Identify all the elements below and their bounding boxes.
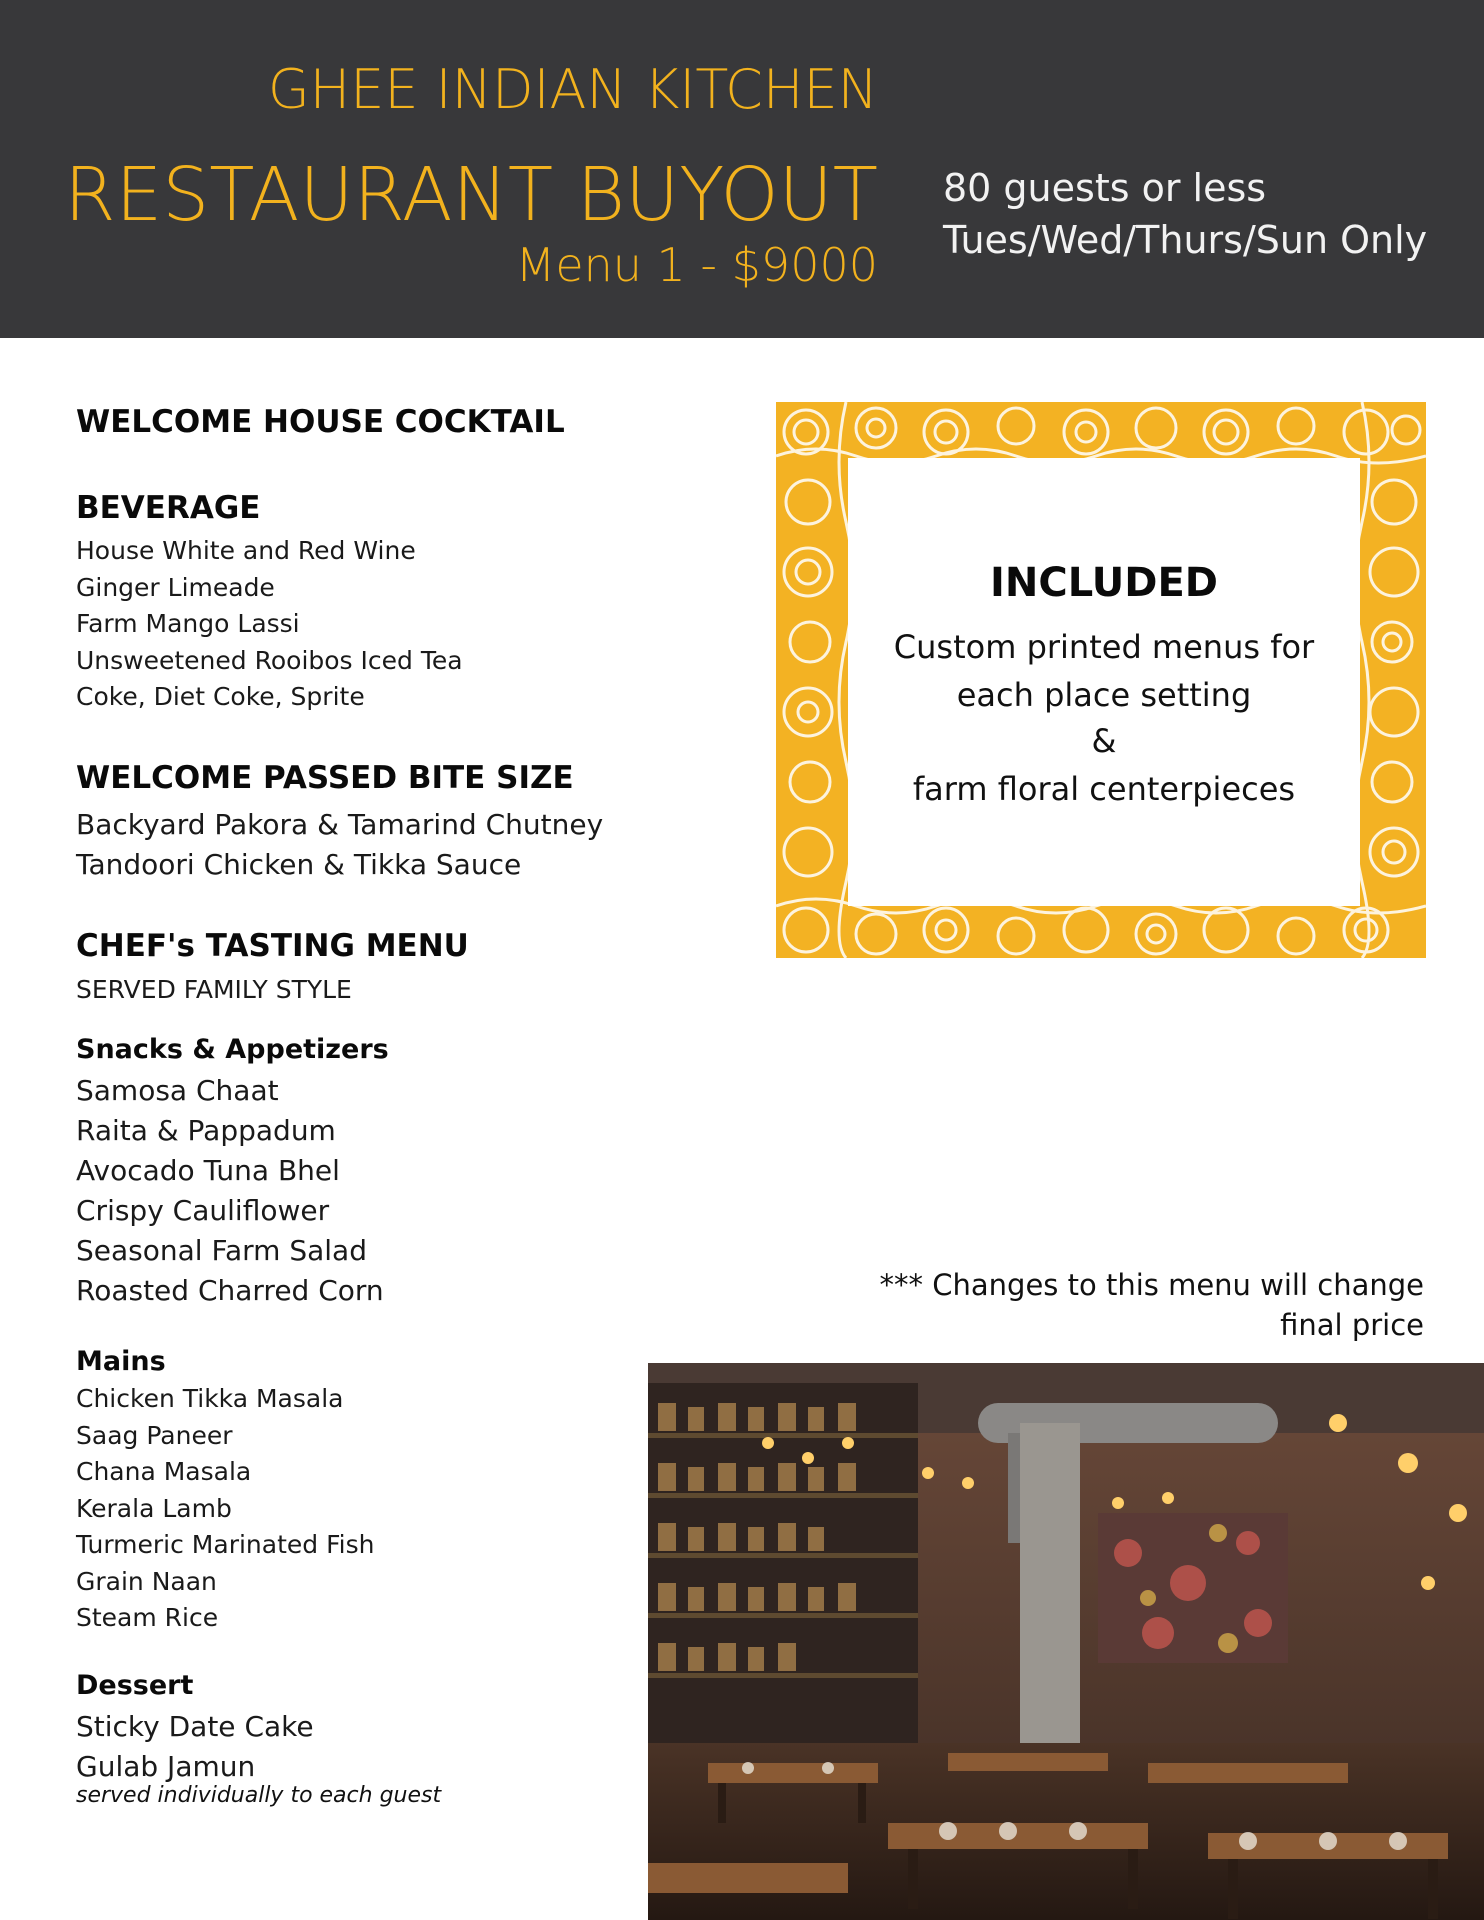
list-item: Farm Mango Lassi <box>76 609 300 638</box>
tasting-menu-subheading: SERVED FAMILY STYLE <box>76 975 352 1004</box>
price-change-notice-cont: final price <box>1280 1308 1424 1342</box>
dessert-note: served individually to each guest <box>76 1783 442 1808</box>
list-item: Coke, Diet Coke, Sprite <box>76 682 365 711</box>
available-days: Tues/Wed/Thurs/Sun Only <box>943 218 1428 262</box>
list-item: Steam Rice <box>76 1603 219 1632</box>
guest-limit: 80 guests or less <box>943 166 1267 210</box>
passed-bites-heading: WELCOME PASSED BITE SIZE <box>76 760 574 796</box>
header-banner <box>0 0 1484 338</box>
page-title: RESTAURANT BUYOUT <box>64 152 878 238</box>
beverage-heading: BEVERAGE <box>76 490 261 526</box>
list-item: Ginger Limeade <box>76 573 275 602</box>
list-item: Crispy Cauliflower <box>76 1194 330 1227</box>
menu-price: Menu 1 - $9000 <box>515 238 878 292</box>
dessert-heading: Dessert <box>76 1670 194 1701</box>
included-line: Custom printed menus for <box>893 628 1315 666</box>
list-item: Roasted Charred Corn <box>76 1274 384 1307</box>
welcome-cocktail-heading: WELCOME HOUSE COCKTAIL <box>76 404 565 440</box>
list-item: Tandoori Chicken & Tikka Sauce <box>76 848 522 881</box>
list-item: Seasonal Farm Salad <box>76 1234 367 1267</box>
list-item: Sticky Date Cake <box>76 1710 314 1743</box>
list-item: Backyard Pakora & Tamarind Chutney <box>76 808 604 841</box>
list-item: Raita & Pappadum <box>76 1114 336 1147</box>
list-item: Chana Masala <box>76 1457 252 1486</box>
price-change-notice: *** Changes to this menu will change <box>879 1268 1424 1302</box>
list-item: Turmeric Marinated Fish <box>76 1530 375 1559</box>
list-item: Kerala Lamb <box>76 1494 232 1523</box>
included-line: farm floral centerpieces <box>912 770 1296 808</box>
included-line: & <box>1091 722 1117 760</box>
list-item: Unsweetened Rooibos Iced Tea <box>76 646 463 675</box>
list-item: Chicken Tikka Masala <box>76 1384 344 1413</box>
included-panel <box>848 458 1360 906</box>
included-box <box>776 402 1426 958</box>
tasting-menu-heading: CHEF's TASTING MENU <box>76 928 469 964</box>
list-item: Samosa Chaat <box>76 1074 279 1107</box>
restaurant-interior-photo <box>648 1363 1484 1920</box>
list-item: House White and Red Wine <box>76 536 416 565</box>
list-item: Avocado Tuna Bhel <box>76 1154 340 1187</box>
list-item: Grain Naan <box>76 1567 217 1596</box>
restaurant-name: GHEE INDIAN KITCHEN <box>267 58 878 121</box>
list-item: Saag Paneer <box>76 1421 233 1450</box>
mains-heading: Mains <box>76 1346 166 1377</box>
list-item: Gulab Jamun <box>76 1750 256 1783</box>
included-line: each place setting <box>956 676 1252 714</box>
included-heading: INCLUDED <box>990 560 1218 606</box>
snacks-heading: Snacks & Appetizers <box>76 1034 389 1065</box>
